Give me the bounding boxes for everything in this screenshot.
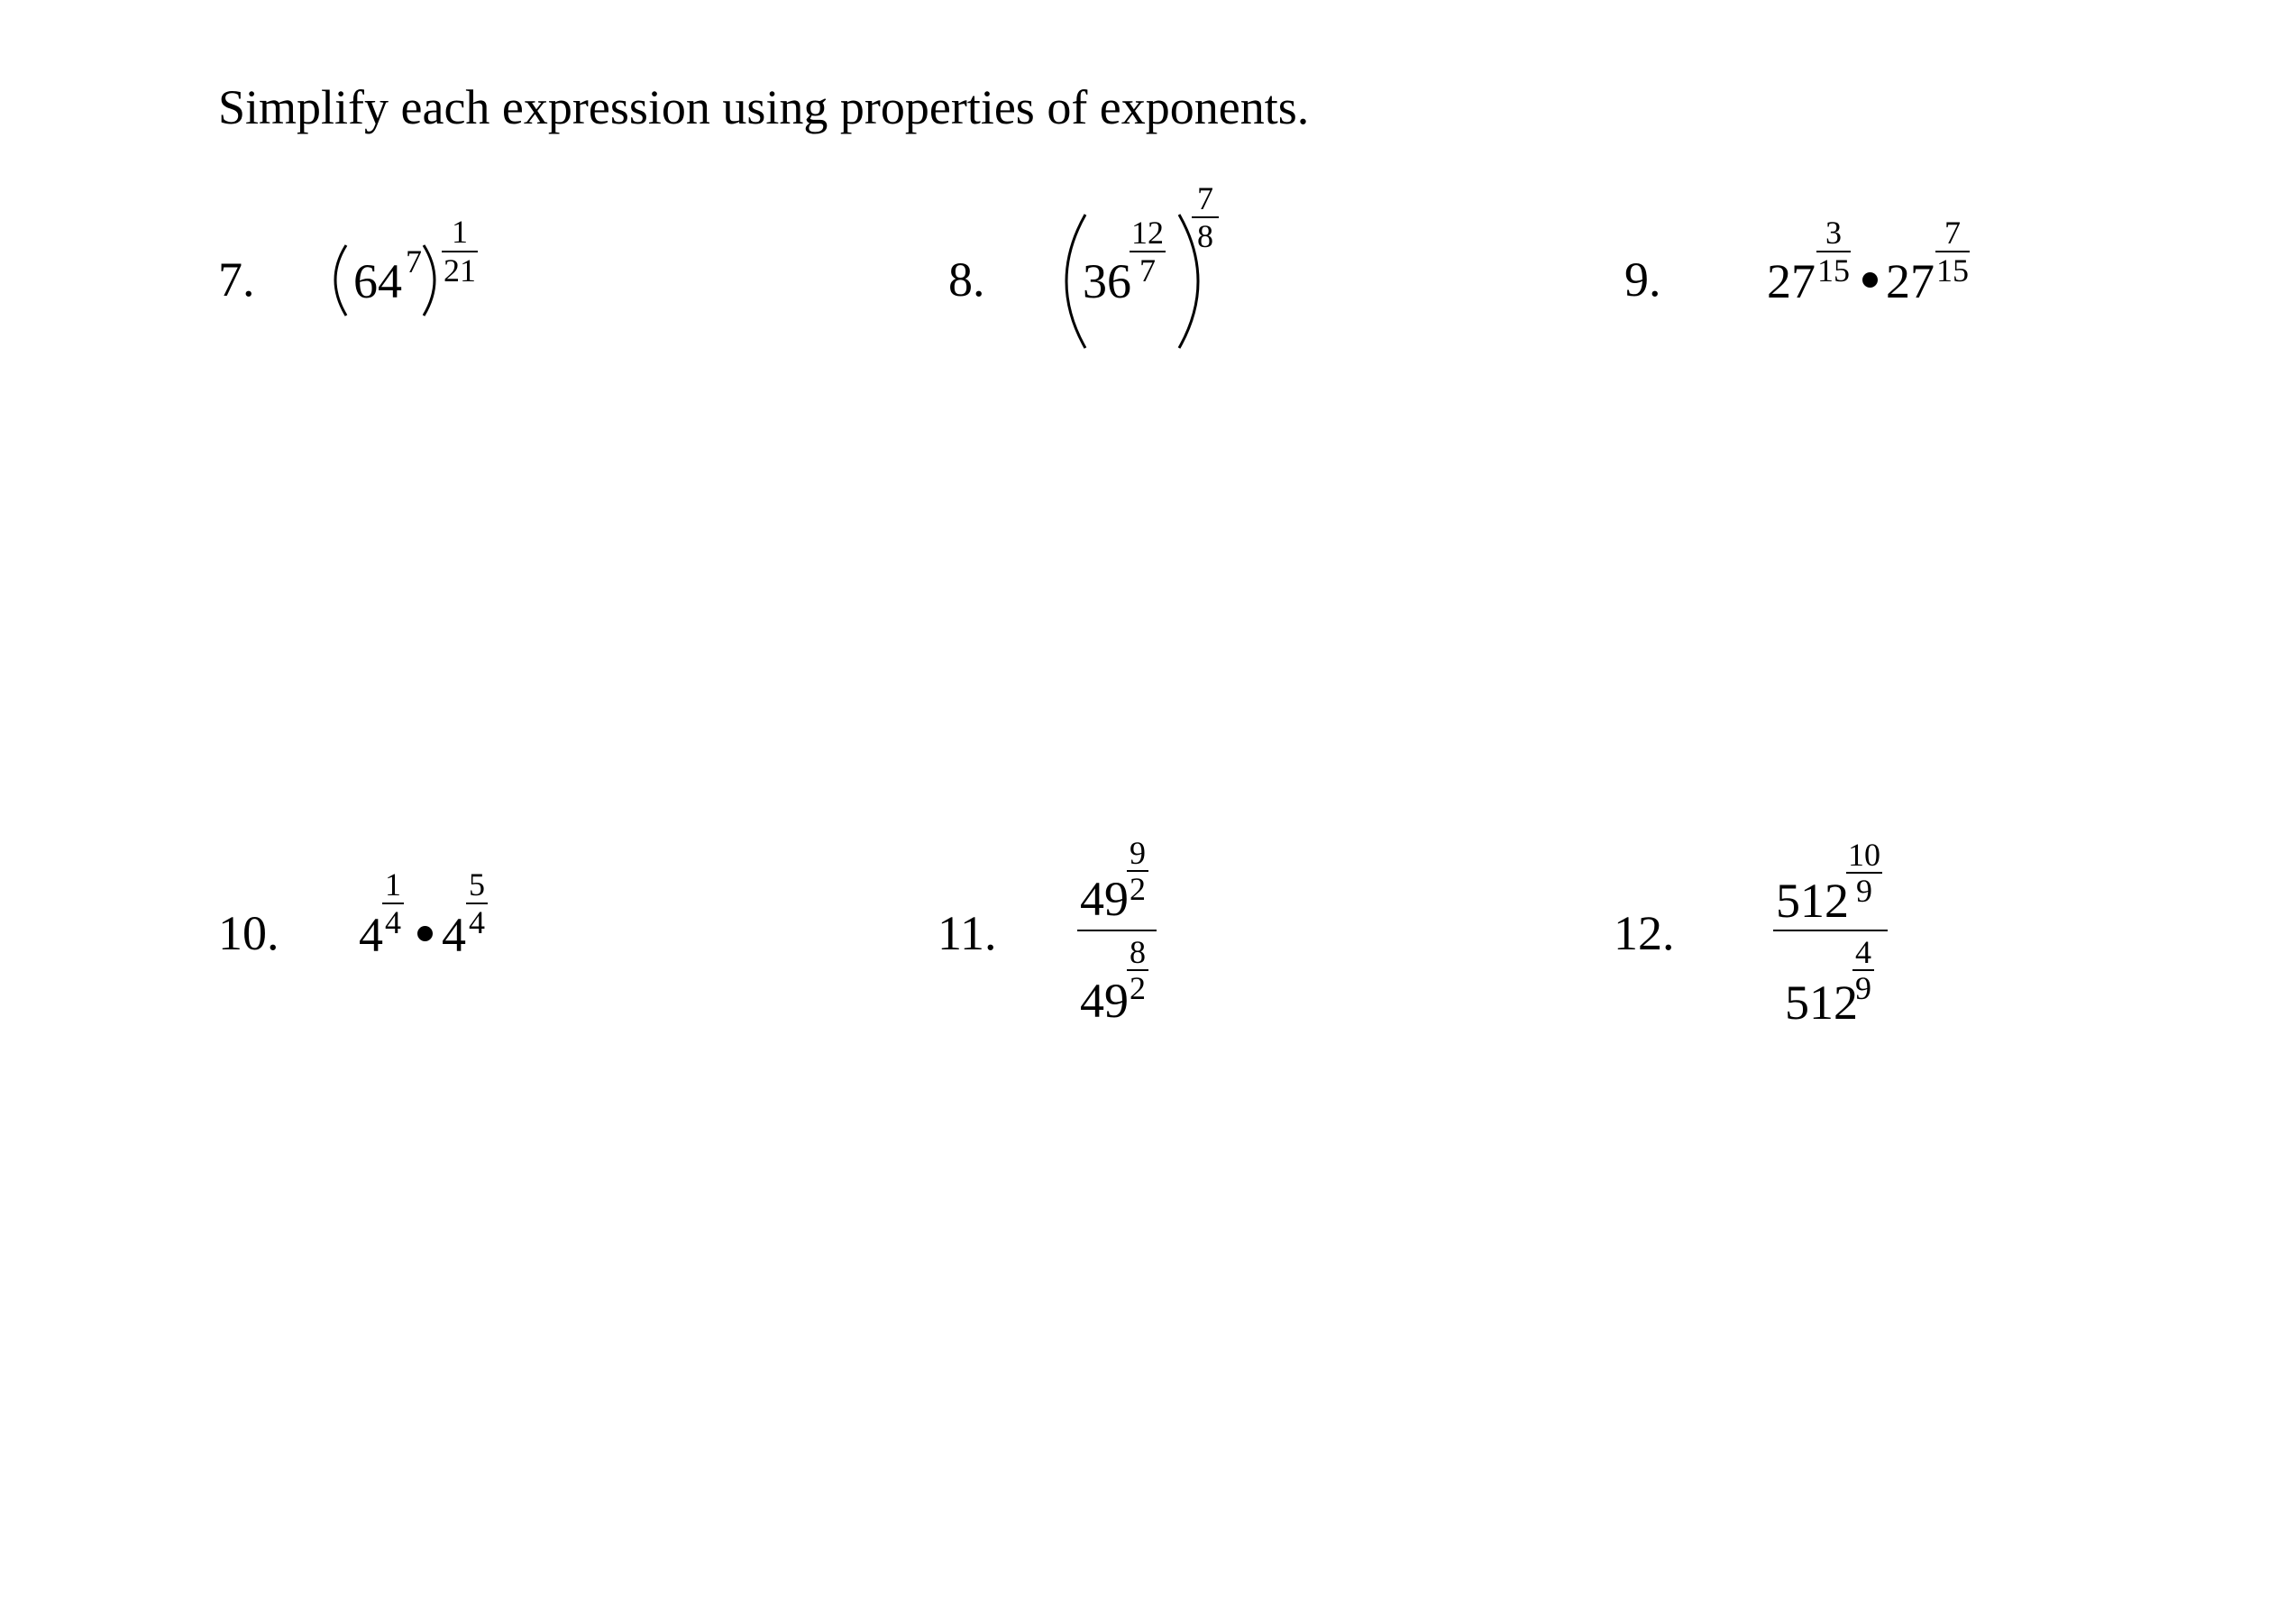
left-exponent-denominator: 4 — [385, 904, 401, 940]
inner-exponent-numerator: 12 — [1131, 215, 1164, 251]
right-exponent-denominator: 4 — [469, 904, 485, 940]
numerator-exponent-numerator: 10 — [1848, 837, 1880, 873]
base: 36 — [1083, 254, 1131, 308]
denominator-exponent-numerator: 8 — [1130, 934, 1146, 970]
left-exponent-numerator: 3 — [1825, 215, 1842, 251]
right-exponent-numerator: 5 — [469, 866, 485, 903]
outer-exponent-numerator: 7 — [1197, 180, 1213, 216]
right-base: 4 — [442, 908, 466, 962]
denominator-exponent-denominator: 2 — [1130, 970, 1146, 1006]
denominator-exponent-denominator: 9 — [1855, 970, 1871, 1006]
numerator-base: 512 — [1776, 874, 1849, 928]
problem-number: 7. — [218, 252, 255, 307]
outer-exponent-numerator: 1 — [452, 214, 468, 250]
left-exponent-numerator: 1 — [385, 866, 401, 903]
numerator-exponent-denominator: 2 — [1130, 871, 1146, 907]
outer-exponent-denominator: 8 — [1197, 218, 1213, 254]
inner-exponent: 7 — [406, 243, 422, 279]
denominator-exponent-numerator: 4 — [1855, 934, 1871, 970]
problem-number: 10. — [218, 906, 279, 960]
multiplication-dot-icon — [1862, 272, 1878, 288]
right-exponent-denominator: 15 — [1936, 252, 1969, 289]
outer-exponent-denominator: 21 — [444, 252, 476, 289]
numerator-base: 49 — [1080, 872, 1129, 926]
problem-number: 8. — [948, 252, 985, 307]
inner-exponent-denominator: 7 — [1139, 252, 1156, 289]
left-base: 27 — [1767, 254, 1816, 308]
problem-number: 9. — [1624, 252, 1661, 307]
right-exponent-numerator: 7 — [1944, 215, 1961, 251]
denominator-base: 49 — [1080, 974, 1129, 1028]
numerator-exponent-numerator: 9 — [1130, 835, 1146, 871]
problem-number: 12. — [1614, 906, 1675, 960]
main-fraction-bar — [1077, 930, 1157, 931]
main-fraction-bar — [1773, 930, 1888, 931]
right-base: 27 — [1886, 254, 1935, 308]
inner-base: 64 — [353, 254, 402, 308]
multiplication-dot-icon — [417, 926, 433, 941]
denominator-base: 512 — [1785, 976, 1858, 1030]
numerator-exponent-denominator: 9 — [1856, 873, 1872, 909]
instruction-text: Simplify each expression using properties of exponents. — [218, 80, 1310, 134]
left-base: 4 — [359, 908, 383, 962]
left-exponent-denominator: 15 — [1817, 252, 1850, 289]
problem-number: 11. — [938, 906, 997, 960]
